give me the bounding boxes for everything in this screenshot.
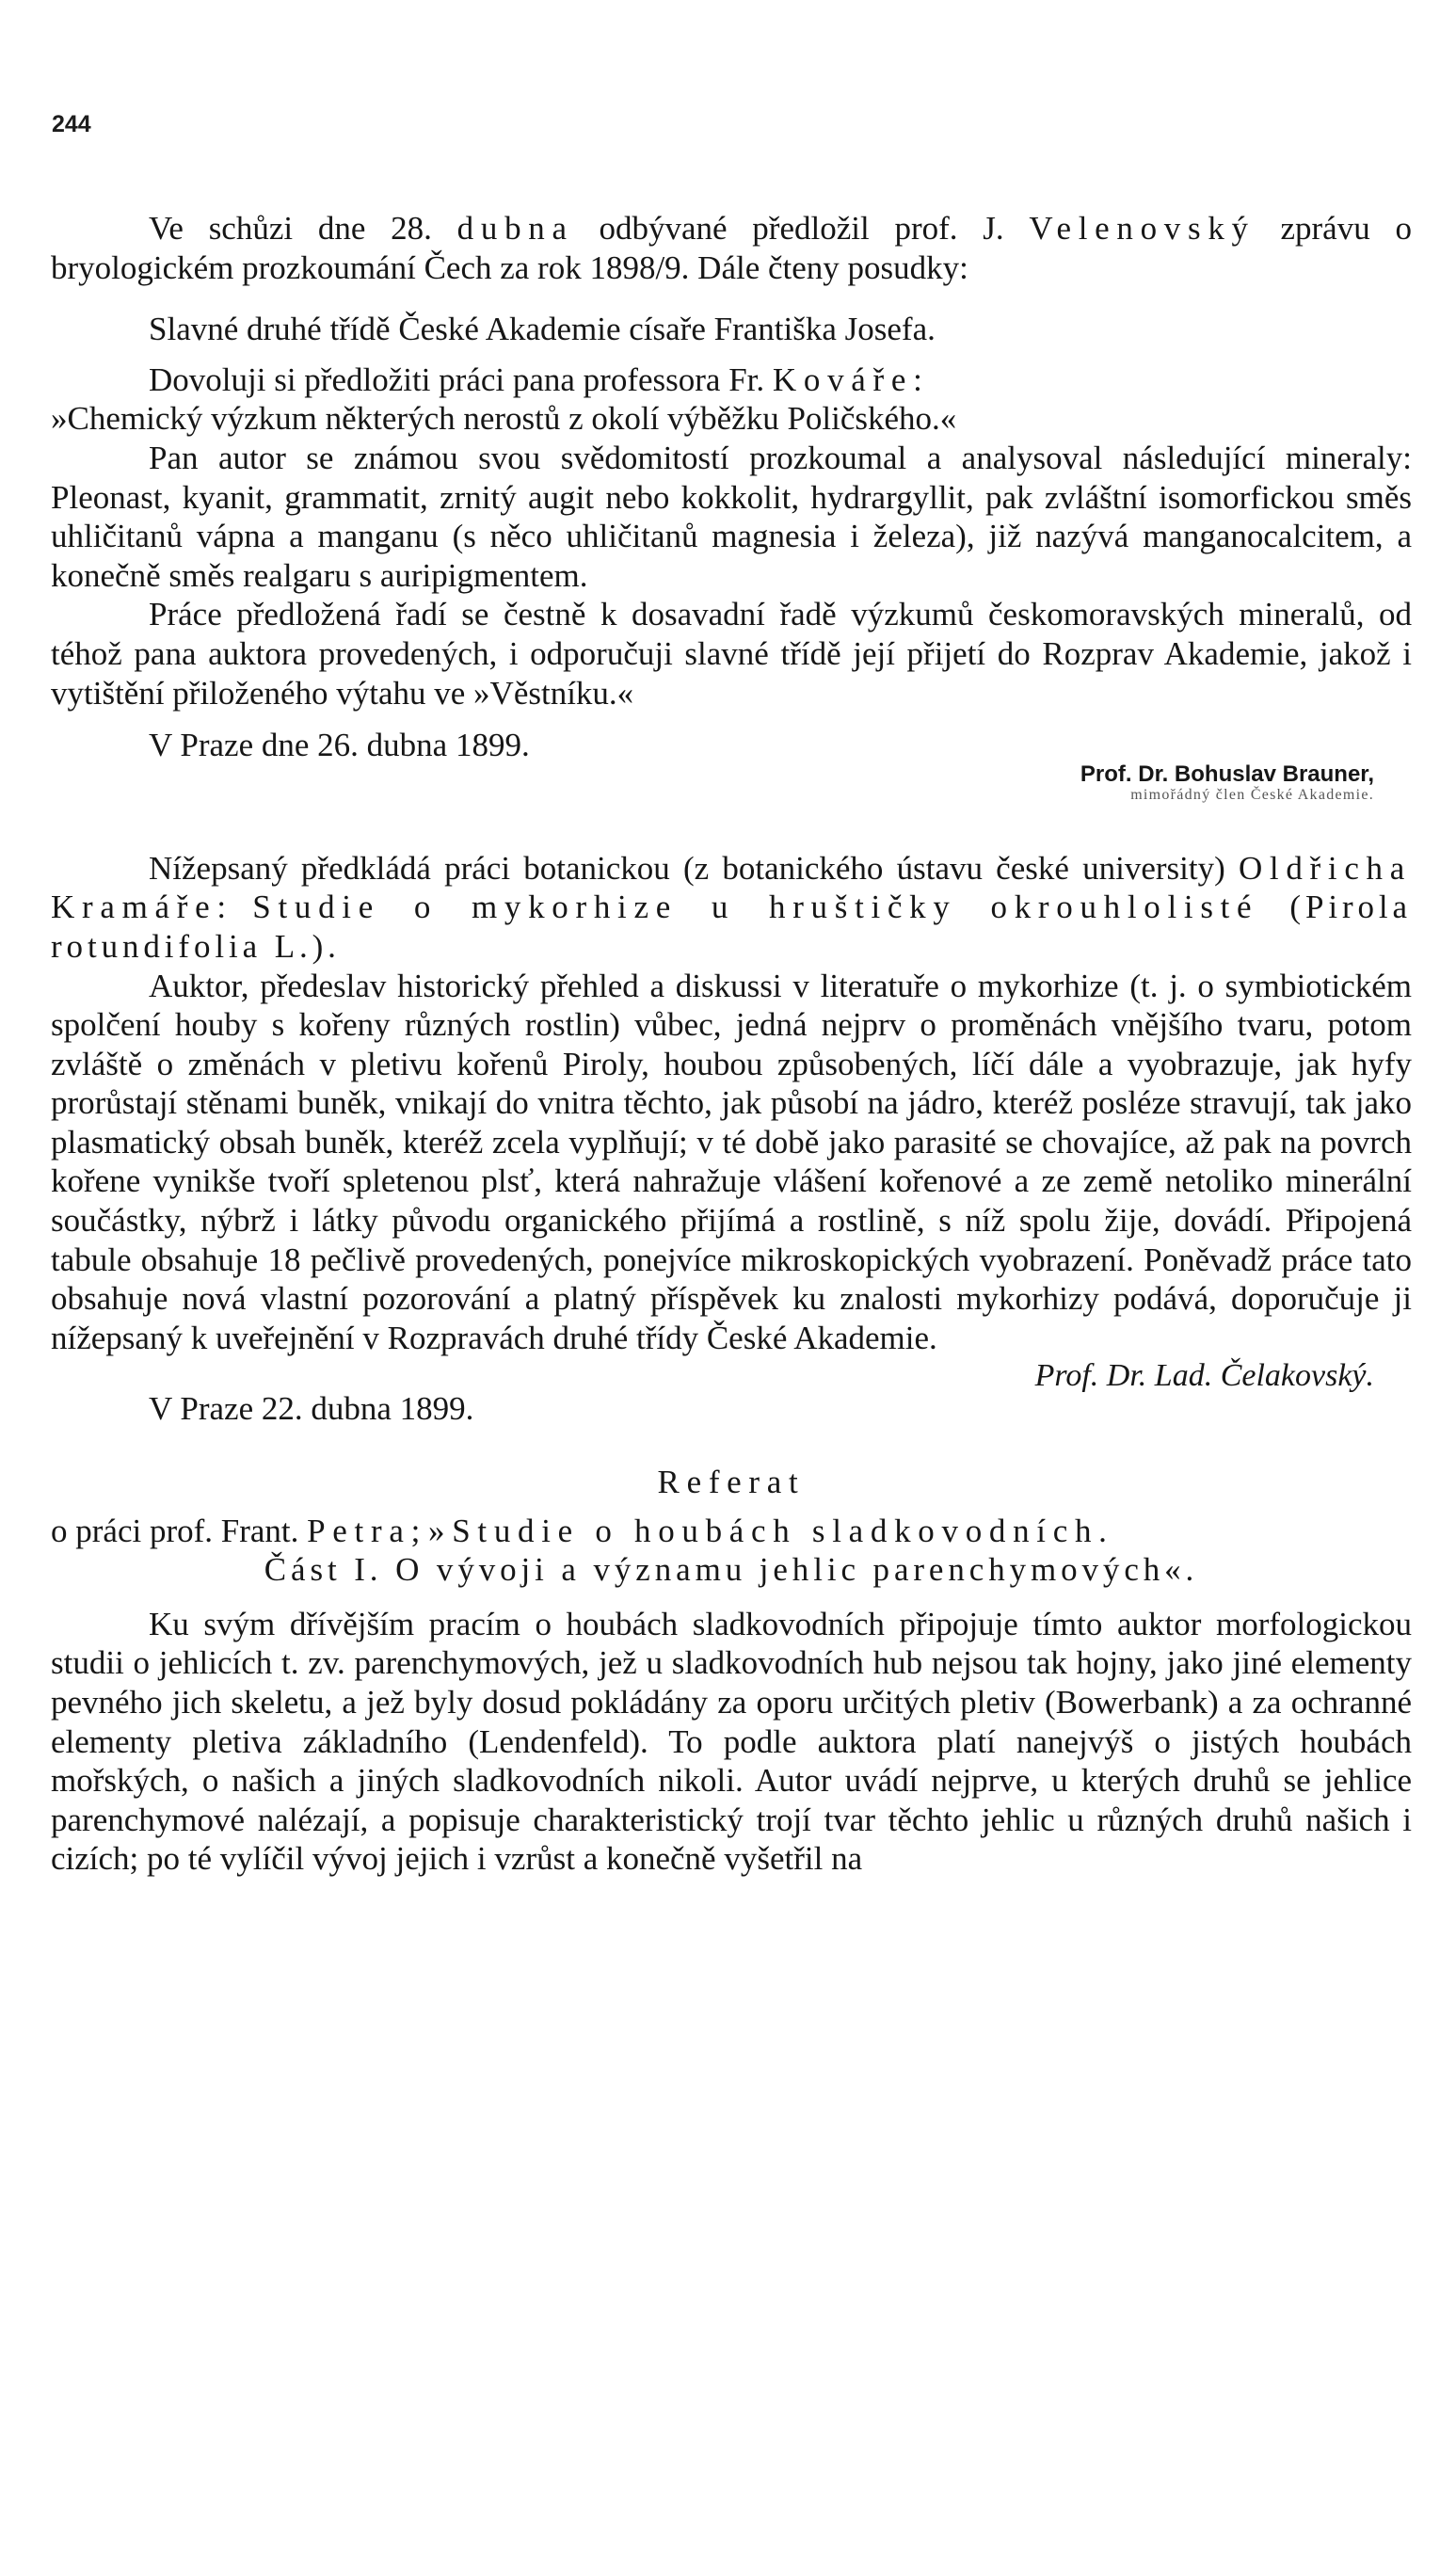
report1-body: Pan autor se známou svou svědomitostí prozkoumal a analysoval následující mineraly: Pleonast, kyanit, grammatit, zrnitý augit nebo kokkolit, hydrargyllit, pak zvláštní isomorfickou směs uhličitanů vápna a manganu (s něco uhličitanů magnesia i železa), již nazývá manganocalcitem, a konečně směs realgaru s auripigmentem. (51, 439, 1412, 594)
report2-title: Studie o mykorhize u hruštičky okrouhlolisté (252, 889, 1259, 926)
session-text: odbývané předložil prof. J. (573, 210, 1030, 247)
session-text: zprávu o bryologickém prozkoumání Čech za rok 1898/9. Dále čteny posudky: (51, 210, 1412, 286)
session-text: Ve schůzi dne 28. (149, 210, 457, 247)
report1-title: »Chemický výzkum některých nerostů z okolí výběžku Poličského.« (51, 400, 957, 438)
referat-heading: Referat (657, 1464, 806, 1501)
referat-text: ; (410, 1512, 429, 1549)
report1-body: Práce předložená řadí se čestně k dosavadní řadě výzkumů českomoravských mineralů, od téhož pana auktora provedených, i odporučuji slavné třídě její přijetí do Rozprav Akademie, jakož i vytištění přiloženého výtahu ve »Věstníku.« (51, 596, 1412, 712)
referat-title-line (51, 1512, 1412, 1551)
report2-text: Nížepsaný předkládá práci botanickou (z botanického ústavu české university) (149, 849, 1239, 887)
report1-date: V Praze dne 26. dubna 1899. (149, 727, 530, 764)
page-number: 244 (52, 111, 91, 137)
report1-signature: Prof. Dr. Bohuslav Brauner, (1080, 761, 1374, 787)
report2-body: Auktor, předeslav historický přehled a diskussi v literatuře o mykorhize (t. j. o symbiotickém spolčení houby s kořeny různých rostlin) vůbec, jedná nejprv o proměnách vnějšího tvaru, potom zvláště o změnách v pletivu kořenů Piroly, houbou způsobených, líčí dále a vyobrazuje, jak hyfy prorůstají stěnami buněk, vnikají do vnitra těchto, jak působí na jádro, kteréž posléze stravují, tak jako plasmatický obsah buněk, kteréž zcela vyplňují; v té době jako parasité se chovajíce, až pak na povrch kořene vynikše tvoří spletenou plsť, která nahražuje vlášení kořenové a ze země netoliko minerální součástky, nýbrž i látky původu organického přijímá a rostlině, s níž spolu žije, dovádí. Připojená tabule obsahuje 18 pečlivě provedených, ponejvíce mikroskopických vyobrazení. Poněvadž práce tato obsahuje nová vlastní pozorování a platný příspěvek ku znalosti mykorhizy podává, doporučuje ji nížepsaný k uveřejnění v Rozpravách druhé třídy České Akademie. (51, 967, 1412, 1356)
report2-intro (51, 849, 1412, 967)
referat-title: Část I. O vývoji a významu jehlic parenchymových«. (264, 1551, 1199, 1589)
report1-intro (51, 360, 1412, 400)
session-author: Velenovský (1029, 210, 1256, 247)
report1-signature-title: mimořádný člen České Akademie. (1130, 786, 1374, 803)
report2-author: Oldřicha Kramáře (51, 849, 1412, 926)
referat-title: »Studie o houbách sladkovodních. (428, 1512, 1114, 1549)
report2-date: V Praze 22. dubna 1899. (149, 1390, 474, 1428)
report1-text: : (913, 360, 922, 398)
page-content (51, 209, 1412, 1879)
report2-text: : (216, 889, 253, 926)
report1-author: Kováře (772, 360, 914, 398)
referat-body: Ku svým dřívějším pracím o houbách sladkovodních připojuje tímto auktor morfologickou studii o jehlicích t. zv. parenchymových, jež u sladkovodních hub nejsou tak hojny, jako jiné elementy pevného jich skeletu, a jež byly dosud pokládány za oporu určitých pletiv (Bowerbank) a za ochranné elementy pletiva základního (Lendenfeld). To podle auktora platí nanejvýš o jistých houbách mořských, o našich a jiných sladkovodních nikoli. Autor uvádí nejprve, u kterých druhů se jehlice parenchymové nalézají, a popisuje charakteristický trojí tvar těchto jehlic u různých druhů našich i cizích; po té vylíčil vývoj jejich i vzrůst a konečně vyšetřil na (51, 1605, 1412, 1878)
referat-text: o práci prof. Frant. (51, 1512, 308, 1549)
session-month: dubna (456, 210, 574, 247)
report2-species: (Pirola rotundifolia L.). (51, 889, 1412, 965)
report1-text: Dovoluji si předložiti práci pana professora Fr. (149, 360, 773, 398)
report1-salutation: Slavné druhé třídě České Akademie císaře Františka Josefa. (149, 311, 936, 348)
report2-signature: Prof. Dr. Lad. Čelakovský. (1034, 1358, 1374, 1394)
session-paragraph (51, 209, 1412, 287)
referat-title-line-2 (51, 1550, 1412, 1590)
referat-author: Petra (307, 1512, 411, 1549)
